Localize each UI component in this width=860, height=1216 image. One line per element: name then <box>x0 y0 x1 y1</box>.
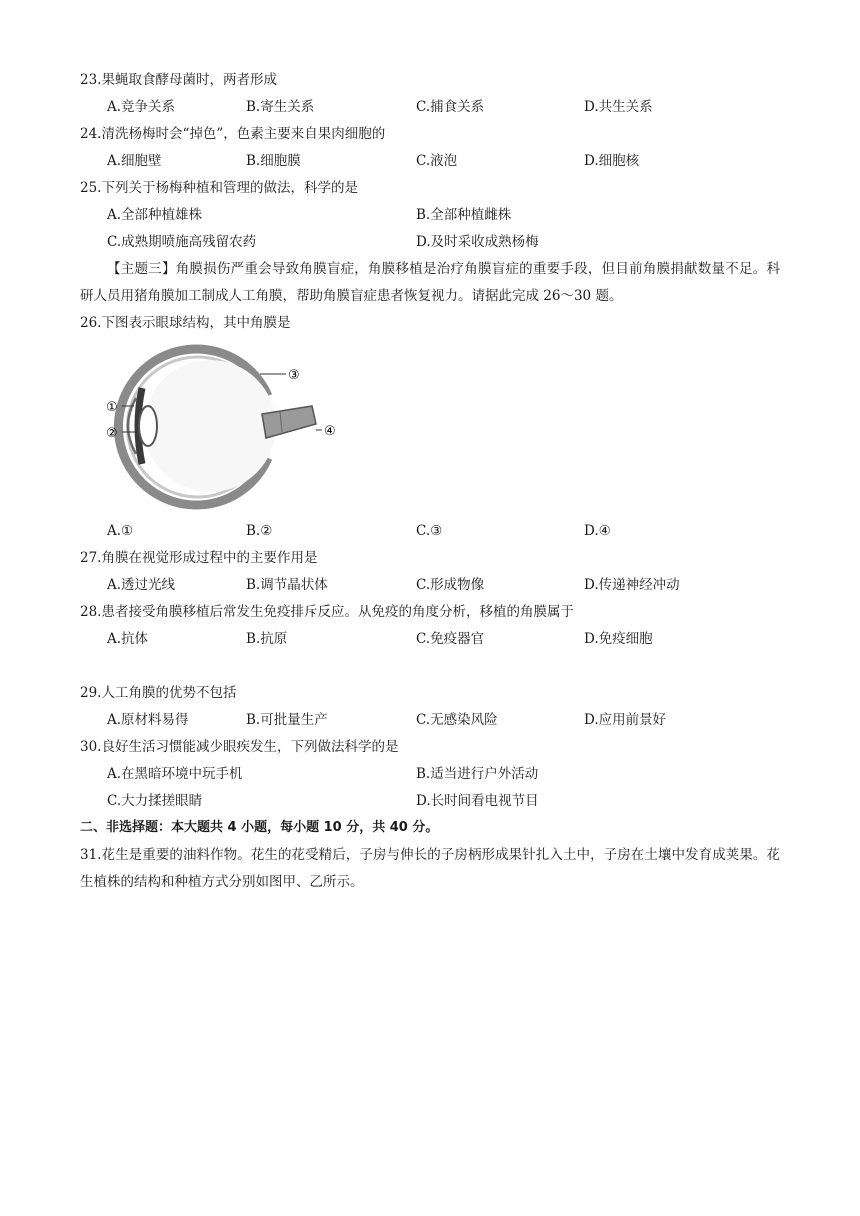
q24-option-b: B.细胞膜 <box>246 153 301 169</box>
q26-option-d: D.④ <box>584 523 611 539</box>
q23-option-c: C.捕食关系 <box>416 99 485 115</box>
eyeball-diagram <box>106 340 362 505</box>
q24-option-c: C.液泡 <box>416 153 458 169</box>
q23-option-d: D.共生关系 <box>584 99 653 115</box>
question-29-stem: 29.人工角膜的优势不包括 <box>80 685 237 701</box>
q27-option-c: C.形成物像 <box>416 577 485 593</box>
q28-option-b: B.抗原 <box>246 631 288 647</box>
q28-option-d: D.免疫细胞 <box>584 631 653 647</box>
q24-option-d: D.细胞核 <box>584 153 640 169</box>
topic-3-intro: 【主题三】角膜损伤严重会导致角膜盲症，角膜移植是治疗角膜盲症的重要手段，但目前角膜捐献数量不足。科研人员用猪角膜加工制成人工角膜，帮助角膜盲症患者恢复视力。请据此完成 26～30 题。 <box>80 261 780 304</box>
q24-option-a: A.细胞壁 <box>107 153 162 169</box>
q26-option-a: A.① <box>107 523 134 539</box>
question-28-stem: 28.患者接受角膜移植后常发生免疫排斥反应。从免疫的角度分析，移植的角膜属于 <box>80 604 574 620</box>
q27-option-b: B.调节晶状体 <box>246 577 328 593</box>
q25-option-c: C.成熟期喷施高残留农药 <box>107 234 257 250</box>
eye-label-3: ③ <box>288 368 300 383</box>
q23-option-b: B.寄生关系 <box>246 99 315 115</box>
q30-option-c: C.大力揉搓眼睛 <box>107 793 203 809</box>
eye-label-4: ④ <box>324 424 336 439</box>
question-27-stem: 27.角膜在视觉形成过程中的主要作用是 <box>80 550 318 566</box>
question-23-stem: 23.果蝇取食酵母菌时，两者形成 <box>80 72 277 88</box>
q27-option-a: A.透过光线 <box>107 577 176 593</box>
q29-option-d: D.应用前景好 <box>584 712 667 728</box>
lens-shape <box>139 406 157 446</box>
q25-option-d: D.及时采收成熟杨梅 <box>416 234 539 250</box>
q26-option-b: B.② <box>246 523 273 539</box>
q26-option-c: C.③ <box>416 523 443 539</box>
q29-option-a: A.原材料易得 <box>107 712 189 728</box>
question-25-stem: 25.下列关于杨梅种植和管理的做法，科学的是 <box>80 180 358 196</box>
q29-option-c: C.无感染风险 <box>416 712 498 728</box>
q30-option-d: D.长时间看电视节目 <box>416 793 539 809</box>
question-30-stem: 30.良好生活习惯能减少眼疾发生，下列做法科学的是 <box>80 739 399 755</box>
q23-option-a: A.竞争关系 <box>107 99 176 115</box>
q25-option-b: B.全部种植雌株 <box>416 207 512 223</box>
section-2-heading: 二、非选择题：本大题共 4 小题，每小题 10 分，共 40 分。 <box>80 820 439 835</box>
question-26-stem: 26.下图表示眼球结构，其中角膜是 <box>80 315 291 331</box>
q27-option-d: D.传递神经冲动 <box>584 577 680 593</box>
eye-label-1: ① <box>106 400 118 415</box>
q25-option-a: A.全部种植雄株 <box>107 207 203 223</box>
eye-label-2: ② <box>106 426 118 441</box>
question-24-stem: 24.清洗杨梅时会“掉色”，色素主要来自果肉细胞的 <box>80 126 386 142</box>
q28-option-c: C.免疫器官 <box>416 631 485 647</box>
q30-option-b: B.适当进行户外活动 <box>416 766 539 782</box>
question-31-text: 31.花生是重要的油料作物。花生的花受精后，子房与伸长的子房柄形成果针扎入土中，子房在土壤中发育成荚果。花生植株的结构和种植方式分别如图甲、乙所示。 <box>80 847 780 890</box>
q29-option-b: B.可批量生产 <box>246 712 328 728</box>
q28-option-a: A.抗体 <box>107 631 149 647</box>
q30-option-a: A.在黑暗环境中玩手机 <box>107 766 243 782</box>
